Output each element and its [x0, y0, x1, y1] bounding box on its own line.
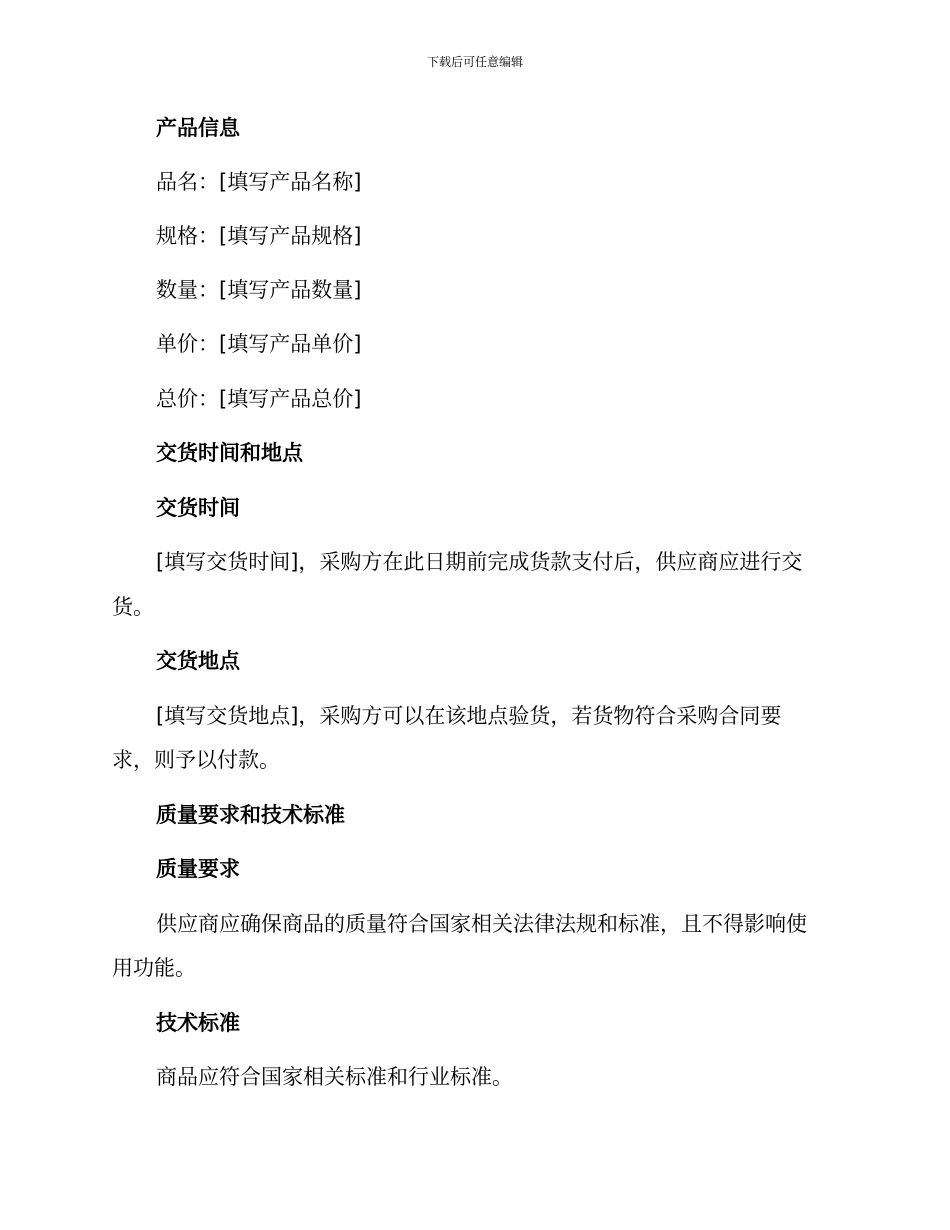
page-header-note: 下载后可任意编辑: [426, 55, 523, 69]
section-heading-delivery: 交货时间和地点: [156, 441, 303, 465]
section-heading-product-info: 产品信息: [156, 116, 240, 140]
section-heading-quality: 质量要求和技术标准: [156, 803, 345, 827]
technical-standard-paragraph: 商品应符合国家相关标准和行业标准。: [156, 1065, 513, 1089]
product-total-price-field: 总价：[填写产品总价]: [156, 387, 362, 411]
delivery-time-paragraph-line-1: [填写交货时间]，采购方在此日期前完成货款支付后，供应商应进行交: [156, 550, 803, 574]
subheading-delivery-place: 交货地点: [156, 649, 240, 673]
product-spec-field: 规格：[填写产品规格]: [156, 224, 362, 248]
delivery-place-paragraph-line-1: [填写交货地点]，采购方可以在该地点验货，若货物符合采购合同要: [156, 704, 782, 728]
delivery-place-paragraph-line-2: 求，则予以付款。: [112, 748, 280, 772]
subheading-quality-requirement: 质量要求: [156, 857, 240, 881]
product-name-field: 品名：[填写产品名称]: [156, 170, 362, 194]
product-quantity-field: 数量：[填写产品数量]: [156, 278, 362, 302]
subheading-delivery-time: 交货时间: [156, 496, 240, 520]
product-unit-price-field: 单价：[填写产品单价]: [156, 332, 362, 356]
delivery-time-paragraph-line-2: 货。: [112, 595, 154, 619]
subheading-technical-standard: 技术标准: [156, 1011, 240, 1035]
quality-requirement-paragraph-line-1: 供应商应确保商品的质量符合国家相关法律法规和标准，且不得影响使: [156, 912, 807, 936]
quality-requirement-paragraph-line-2: 用功能。: [112, 956, 196, 980]
